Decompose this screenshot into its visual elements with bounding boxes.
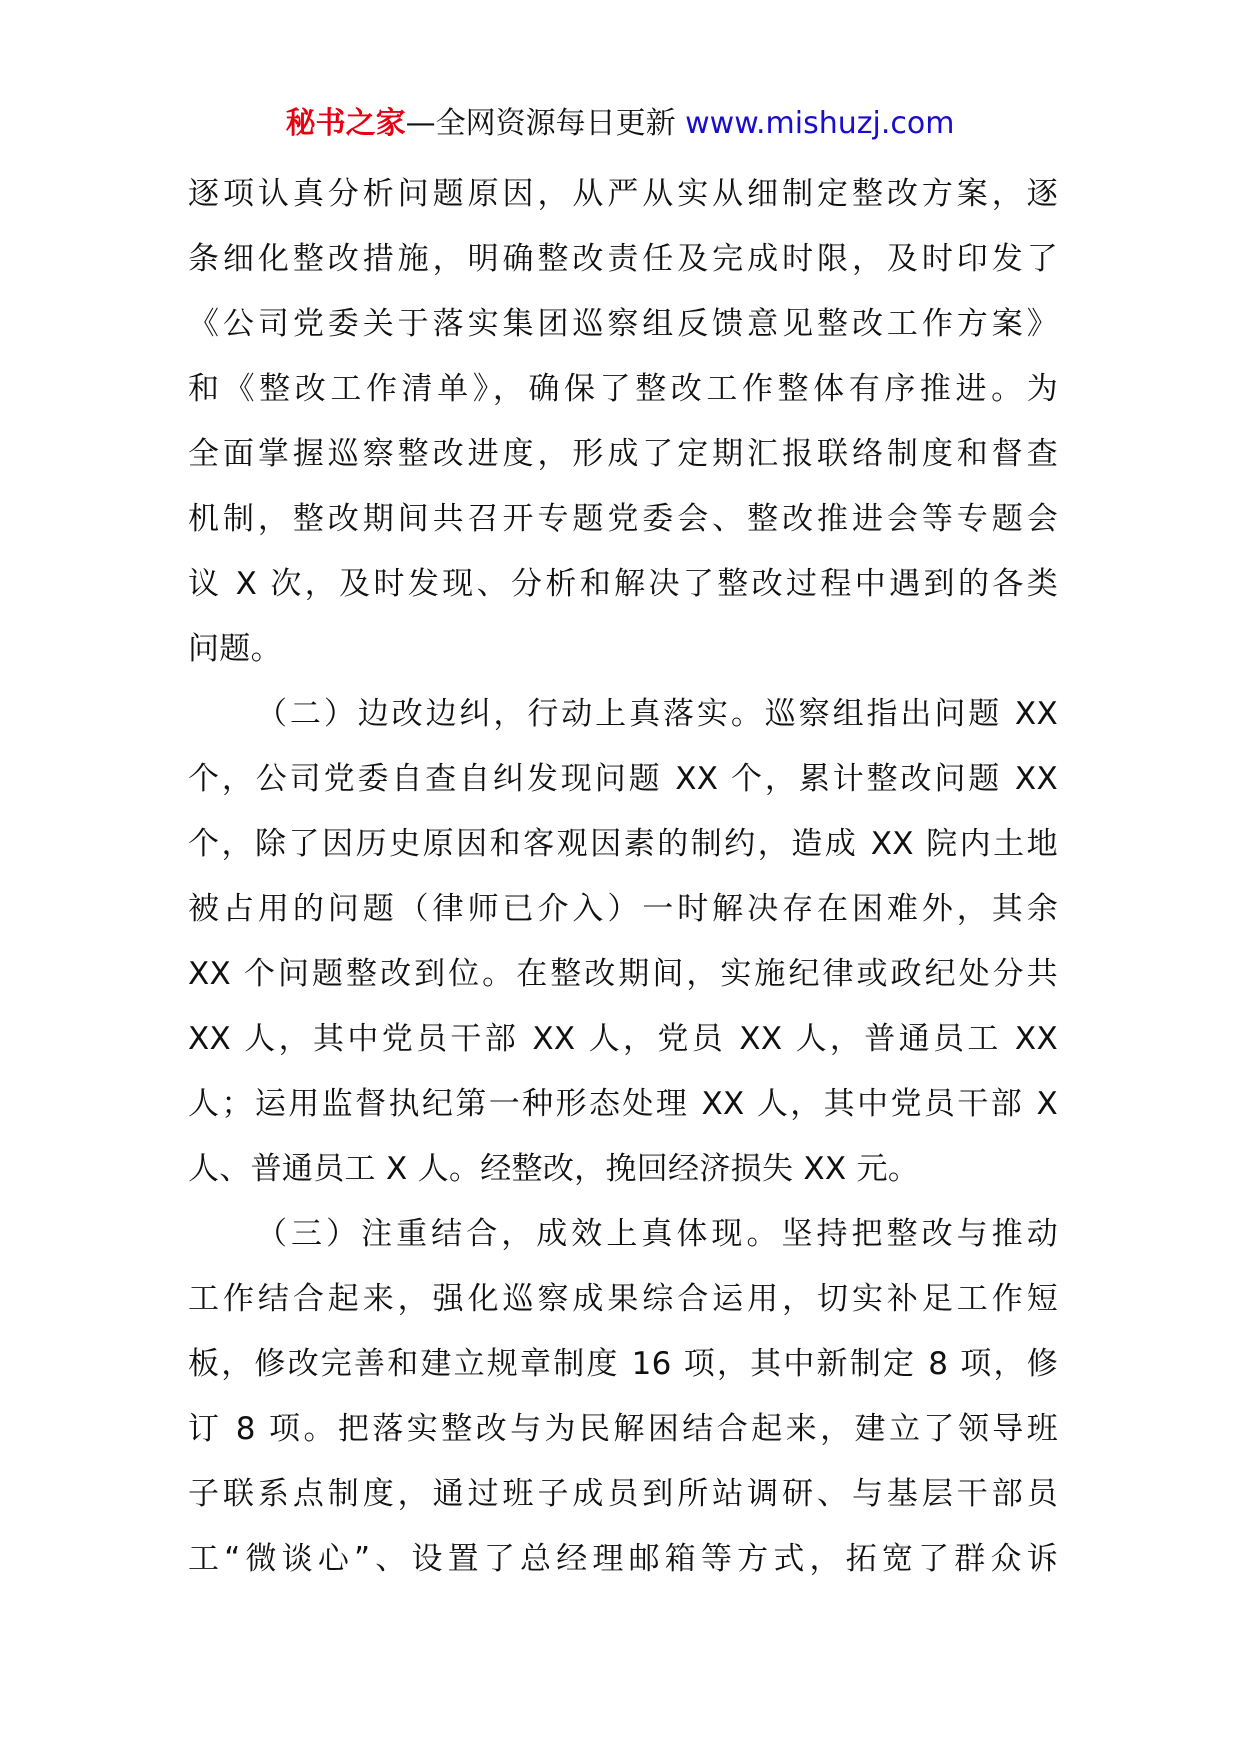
text-line: XX 人，其中党员干部 XX 人，党员 XX 人，普通员工 XX xyxy=(188,1021,1058,1057)
text-line: 机制，整改期间共召开专题党委会、整改推进会等专题会 xyxy=(188,501,1058,537)
text-line: 人、普通员工 X 人。经整改，挽回经济损失 XX 元。 xyxy=(188,1151,920,1187)
text-line: 问题。 xyxy=(188,631,282,667)
text-line: 全面掌握巡察整改进度，形成了定期汇报联络制度和督查 xyxy=(188,436,1058,472)
text-line: 板，修改完善和建立规章制度 16 项，其中新制定 8 项，修 xyxy=(188,1346,1058,1382)
document-body xyxy=(188,162,1058,1592)
section-heading-line: （三）注重结合，成效上真体现。坚持把整改与推动 xyxy=(256,1216,1058,1252)
text-line: 子联系点制度，通过班子成员到所站调研、与基层干部员 xyxy=(188,1476,1058,1512)
header-tagline: —全网资源每日更新 xyxy=(405,106,686,141)
text-line: 人；运用监督执纪第一种形态处理 XX 人，其中党员干部 X xyxy=(188,1086,1058,1122)
text-line: 和《整改工作清单》，确保了整改工作整体有序推进。为 xyxy=(188,371,1058,407)
text-line: 订 8 项。把落实整改与为民解困结合起来，建立了领导班 xyxy=(188,1411,1058,1447)
text-line: 逐项认真分析问题原因，从严从实从细制定整改方案，逐 xyxy=(188,176,1058,212)
text-line: 工作结合起来，强化巡察成果综合运用，切实补足工作短 xyxy=(188,1281,1058,1317)
text-line: 被占用的问题（律师已介入）一时解决存在困难外，其余 xyxy=(188,891,1058,927)
text-line: 条细化整改措施，明确整改责任及完成时限，及时印发了 xyxy=(188,241,1058,277)
text-line: 个，公司党委自查自纠发现问题 XX 个，累计整改问题 XX xyxy=(188,761,1058,797)
text-line: 议 X 次，及时发现、分析和解决了整改过程中遇到的各类 xyxy=(188,566,1058,602)
text-line: 工“微谈心”、设置了总经理邮箱等方式，拓宽了群众诉 xyxy=(188,1541,1058,1577)
brand-name: 秘书之家 xyxy=(285,106,406,141)
section-heading-line: （二）边改边纠，行动上真落实。巡察组指出问题 XX xyxy=(256,696,1058,732)
text-line: 个，除了因历史原因和客观因素的制约，造成 XX 院内土地 xyxy=(188,826,1058,862)
page-header xyxy=(0,102,1240,146)
website-link[interactable]: www.mishuzj.com xyxy=(685,106,955,141)
text-line: 《公司党委关于落实集团巡察组反馈意见整改工作方案》 xyxy=(188,306,1058,342)
text-line: XX 个问题整改到位。在整改期间，实施纪律或政纪处分共 xyxy=(188,956,1058,992)
